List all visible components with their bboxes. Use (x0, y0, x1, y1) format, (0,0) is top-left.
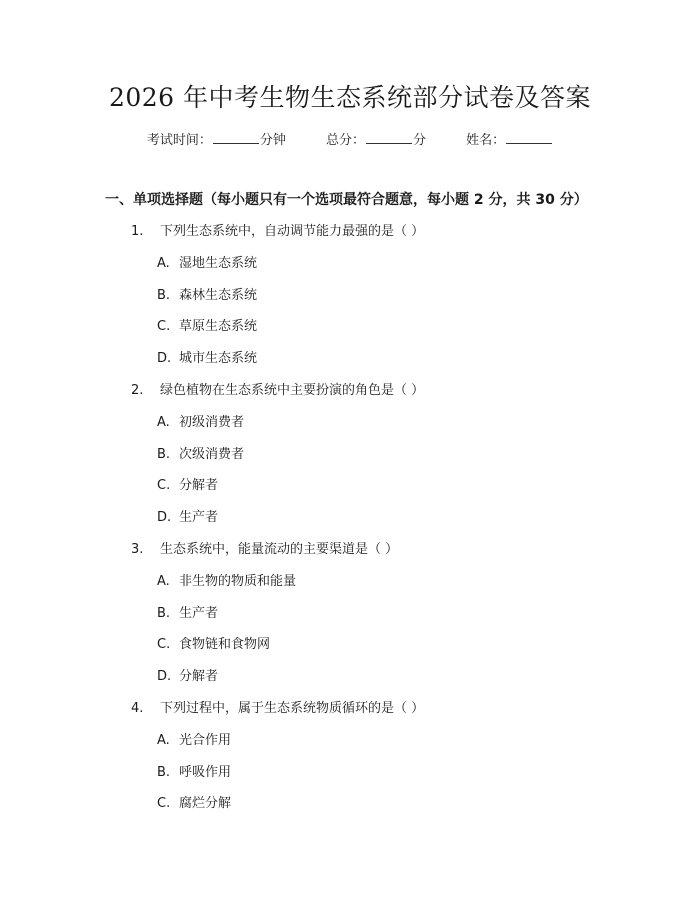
question-4-option-c (0, 793, 700, 825)
option-letter: B. (157, 446, 171, 462)
option-letter: A. (157, 414, 170, 430)
exam-meta (0, 130, 700, 151)
option-text: 初级消费者 (179, 414, 245, 430)
question-text: 生态系统中，能量流动的主要渠道是（ ） (160, 541, 399, 557)
section-heading: 一、单项选择题（每小题只有一个选项最符合题意，每小题 2 分，共 30 分） (105, 192, 588, 208)
option-letter: D. (157, 669, 172, 685)
question-4 (0, 698, 700, 730)
total-score-label: 总分： (325, 133, 365, 148)
option-letter: C. (157, 319, 171, 335)
option-text: 生产者 (179, 605, 219, 621)
option-text: 非生物的物质和能量 (179, 573, 297, 589)
option-letter: B. (157, 764, 171, 780)
exam-time-blank (213, 130, 259, 144)
option-letter: C. (157, 478, 171, 494)
option-text: 生产者 (179, 510, 219, 526)
option-letter: B. (157, 605, 171, 621)
option-text: 分解者 (179, 669, 219, 685)
total-score-blank (366, 130, 412, 144)
question-number: 1. (131, 224, 144, 239)
student-name-group (466, 133, 553, 148)
option-text: 森林生态系统 (179, 287, 258, 303)
question-number: 2. (131, 382, 144, 398)
question-number: 4. (131, 700, 144, 716)
question-2-option-a (0, 412, 700, 444)
question-2-option-c (0, 475, 700, 507)
option-letter: B. (157, 287, 171, 303)
question-3 (0, 539, 700, 571)
question-4-option-b (0, 762, 700, 794)
exam-time-group (147, 133, 286, 148)
question-list (0, 221, 700, 825)
exam-time-label: 考试时间： (146, 133, 212, 148)
option-text: 光合作用 (179, 732, 232, 748)
option-letter: A. (157, 255, 170, 271)
option-text: 城市生态系统 (179, 351, 258, 367)
option-letter: D. (157, 510, 172, 526)
question-1-option-c (0, 316, 700, 348)
question-1 (0, 221, 700, 253)
student-name-label: 姓名： (466, 133, 506, 148)
option-text: 分解者 (179, 478, 219, 494)
question-3-option-d (0, 666, 700, 698)
question-1-option-d (0, 348, 700, 380)
question-3-option-b (0, 603, 700, 635)
question-2-option-b (0, 444, 700, 476)
question-text: 绿色植物在生态系统中主要扮演的角色是（ ） (160, 382, 425, 398)
question-2-option-d (0, 507, 700, 539)
total-score-unit: 分 (413, 133, 427, 148)
option-text: 湿地生态系统 (179, 255, 258, 271)
question-text: 下列过程中，属于生态系统物质循环的是（ ） (160, 700, 425, 716)
question-3-option-a (0, 571, 700, 603)
option-letter: C. (157, 796, 171, 812)
question-text: 下列生态系统中，自动调节能力最强的是（ ） (160, 224, 425, 239)
student-name-blank (506, 130, 552, 144)
option-letter: D. (157, 351, 172, 367)
option-letter: A. (157, 573, 170, 589)
total-score-group (326, 133, 426, 148)
option-text: 食物链和食物网 (179, 637, 271, 653)
option-letter: A. (157, 732, 170, 748)
option-text: 次级消费者 (179, 446, 245, 462)
question-number: 3. (131, 541, 144, 557)
exam-title: 2026 年中考生物生态系统部分试卷及答案 (108, 83, 592, 112)
question-2 (0, 380, 700, 412)
exam-time-unit: 分钟 (259, 133, 286, 148)
question-3-option-c (0, 634, 700, 666)
question-4-option-a (0, 730, 700, 762)
question-1-option-a (0, 253, 700, 285)
option-text: 腐烂分解 (179, 796, 232, 812)
question-1-option-b (0, 285, 700, 317)
option-text: 呼吸作用 (179, 764, 232, 780)
option-text: 草原生态系统 (179, 319, 258, 335)
option-letter: C. (157, 637, 171, 653)
